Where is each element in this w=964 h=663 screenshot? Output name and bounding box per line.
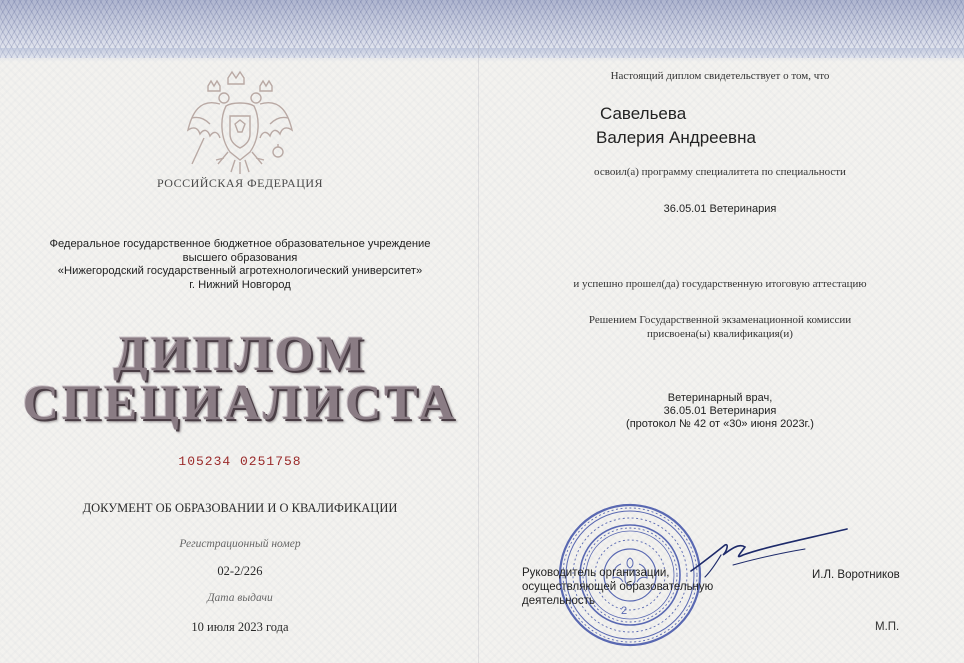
coat-of-arms-icon bbox=[180, 68, 300, 176]
issue-date: 10 июля 2023 года bbox=[191, 620, 289, 634]
program-text: освоил(а) программу специалитета по специальности bbox=[594, 166, 846, 178]
exam-text: и успешно прошел(да) государственную итоговую аттестацию bbox=[573, 278, 867, 290]
head-label-line: осуществляющей образовательную bbox=[522, 581, 714, 593]
seal-center-number: 2 bbox=[621, 605, 628, 617]
institution-line: г. Нижний Новгород bbox=[189, 278, 291, 291]
registration-label: Регистрационный номер bbox=[179, 538, 301, 550]
diploma-title-line-1: ДИПЛОМ bbox=[113, 325, 367, 381]
head-label-line: деятельность bbox=[522, 595, 595, 607]
head-label-line: Руководитель организации, bbox=[522, 567, 670, 579]
serial-number: 105234 0251758 bbox=[178, 454, 302, 469]
qualification-line: Ветеринарный врач, bbox=[667, 392, 773, 404]
registration-number: 02-2/226 bbox=[217, 564, 263, 578]
institution-line: высшего образования bbox=[182, 251, 298, 264]
graduate-surname: Савельева bbox=[600, 104, 687, 123]
country-name: РОССИЙСКАЯ ФЕДЕРАЦИЯ bbox=[156, 176, 324, 190]
institution-block bbox=[20, 238, 460, 292]
seal-mark-label: М.П. bbox=[875, 621, 900, 633]
commission-line: Решением Государственной экзаменационной комиссии bbox=[588, 314, 852, 326]
commission-text bbox=[520, 313, 920, 341]
page-fold bbox=[478, 40, 479, 663]
qualification-line: (протокол № 42 от «30» июня 2023г.) bbox=[626, 418, 814, 430]
intro-text: Настоящий диплом свидетельствует о том, что bbox=[610, 70, 830, 82]
document-type: ДОКУМЕНТ ОБ ОБРАЗОВАНИИ И О КВАЛИФИКАЦИИ bbox=[82, 501, 398, 515]
institution-line: Федеральное государственное бюджетное образовательное учреждение bbox=[49, 238, 431, 250]
head-of-organization-label bbox=[522, 566, 762, 608]
qualification-block bbox=[520, 392, 920, 431]
commission-line: присвоена(ы) квалификация(и) bbox=[647, 328, 793, 340]
institution-line: «Нижегородский государственный агротехнологический университет» bbox=[57, 265, 423, 277]
diploma-title-line-2: СПЕЦИАЛИСТА bbox=[22, 374, 458, 430]
qualification-line: 36.05.01 Ветеринария bbox=[663, 405, 777, 417]
graduate-given-names: Валерия Андреевна bbox=[596, 128, 756, 147]
head-name: И.Л. Воротников bbox=[812, 569, 900, 581]
band-fade bbox=[0, 48, 964, 62]
issue-date-label: Дата выдачи bbox=[207, 592, 273, 604]
specialty: 36.05.01 Ветеринария bbox=[663, 203, 777, 215]
